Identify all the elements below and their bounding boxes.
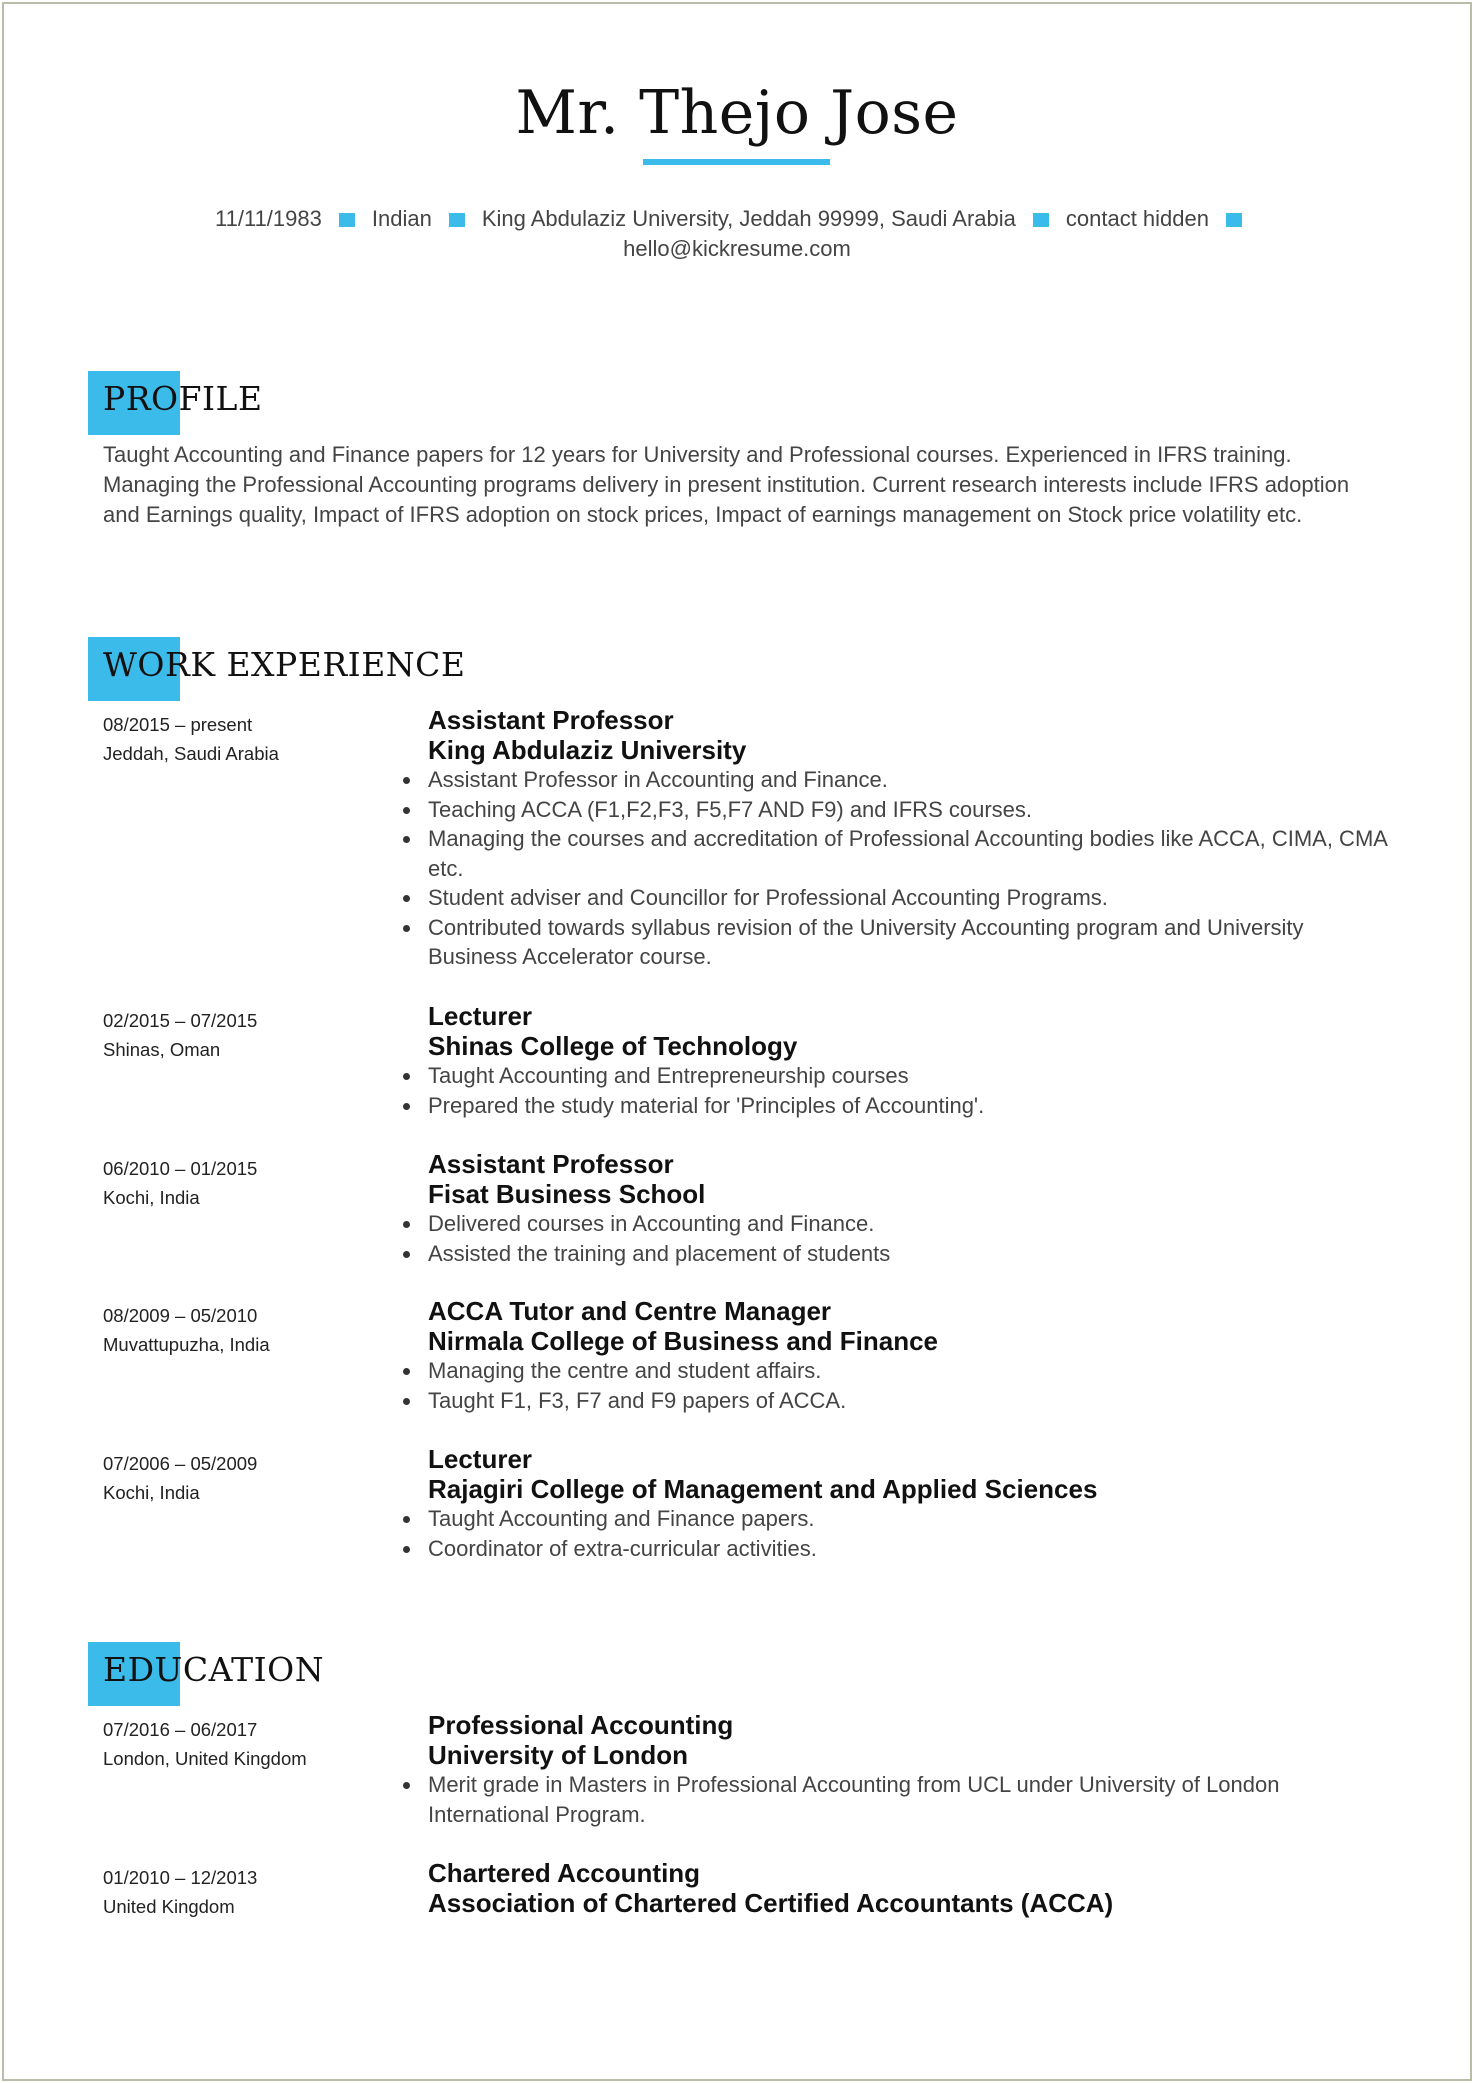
entry-date: 07/2006 – 05/2009 [103, 1453, 258, 1474]
entry-location: Kochi, India [103, 1187, 200, 1208]
address: King Abdulaziz University, Jeddah 99999, Saudi Arabia [481, 206, 1016, 231]
entry-institution: University of London [428, 1740, 688, 1770]
section-title: WORK EXPERIENCE [103, 645, 466, 684]
entry-location: Jeddah, Saudi Arabia [103, 743, 279, 764]
entry-bullets [428, 1061, 1388, 1120]
bullet-item: Assisted the training and placement of students [428, 1239, 1388, 1269]
entry-organization: Fisat Business School [428, 1179, 706, 1209]
entry-date: 06/2010 – 01/2015 [103, 1158, 258, 1179]
education-section-header [88, 1642, 988, 1706]
separator-square [449, 213, 465, 227]
birth-date: 11/11/1983 [215, 206, 322, 231]
entry-date: 08/2009 – 05/2010 [103, 1305, 258, 1326]
work-section-header [88, 637, 988, 701]
bullet-item: Taught Accounting and Entrepreneurship courses [428, 1061, 1388, 1091]
entry-institution: Association of Chartered Certified Accountants (ACCA) [428, 1888, 1114, 1918]
nationality: Indian [371, 206, 432, 231]
bullet-item: Merit grade in Masters in Professional Accounting from UCL under University of London International Program. [428, 1770, 1388, 1829]
bullet-item: Taught F1, F3, F7 and F9 papers of ACCA. [428, 1386, 1388, 1416]
section-title: PROFILE [103, 379, 263, 418]
entry-degree: Chartered Accounting [428, 1858, 701, 1888]
bullet-item: Taught Accounting and Finance papers. [428, 1504, 1388, 1534]
entry-date: 08/2015 – present [103, 714, 253, 735]
entry-organization: Shinas College of Technology [428, 1031, 798, 1061]
entry-location: United Kingdom [103, 1896, 235, 1917]
phone: contact hidden [1065, 206, 1209, 231]
entry-role: Lecturer [428, 1444, 533, 1474]
bullet-item: Managing the courses and accreditation of Professional Accounting bodies like ACCA, CIMA, CMA etc. [428, 824, 1388, 883]
entry-date: 02/2015 – 07/2015 [103, 1010, 258, 1031]
separator-square [1226, 213, 1242, 227]
entry-location: Muvattupuzha, India [103, 1334, 270, 1355]
section-title: EDUCATION [103, 1650, 325, 1689]
entry-date: 07/2016 – 06/2017 [103, 1719, 258, 1740]
profile-text: Taught Accounting and Finance papers for 12 years for University and Professional courses. Experienced in IFRS training. Managing the Professional Accounting programs delivery in present institution. Current research interests include IFRS adoption and Earnings quality, Impact of IFRS adoption on stock prices, Impact of earnings management on Stock price volatility etc. [103, 442, 1350, 527]
entry-bullets [428, 1356, 1388, 1415]
bullet-item: Assistant Professor in Accounting and Finance. [428, 765, 1388, 795]
separator-square [339, 213, 355, 227]
entry-bullets [428, 1209, 1388, 1268]
bullet-item: Contributed towards syllabus revision of the University Accounting program and University Business Accelerator course. [428, 913, 1388, 972]
entry-role: Lecturer [428, 1001, 533, 1031]
name-underline [643, 159, 830, 165]
contact-line [0, 206, 1474, 232]
entry-bullets [428, 765, 1388, 972]
profile-section-header [88, 371, 988, 435]
entry-role: ACCA Tutor and Centre Manager [428, 1296, 832, 1326]
email-link[interactable]: hello@kickresume.com [623, 236, 851, 261]
entry-bullets [428, 1770, 1388, 1829]
candidate-name: Mr. Thejo Jose [515, 78, 959, 148]
bullet-item: Teaching ACCA (F1,F2,F3, F5,F7 AND F9) and IFRS courses. [428, 795, 1388, 825]
entry-location: Shinas, Oman [103, 1039, 221, 1060]
entry-role: Assistant Professor [428, 1149, 674, 1179]
entry-organization: Rajagiri College of Management and Applied Sciences [428, 1474, 1098, 1504]
entry-organization: King Abdulaziz University [428, 735, 747, 765]
entry-role: Assistant Professor [428, 705, 674, 735]
bullet-item: Managing the centre and student affairs. [428, 1356, 1388, 1386]
entry-bullets [428, 1504, 1388, 1563]
entry-organization: Nirmala College of Business and Finance [428, 1326, 939, 1356]
bullet-item: Delivered courses in Accounting and Finance. [428, 1209, 1388, 1239]
separator-square [1033, 213, 1049, 227]
entry-date: 01/2010 – 12/2013 [103, 1867, 258, 1888]
entry-location: London, United Kingdom [103, 1748, 307, 1769]
bullet-item: Coordinator of extra-curricular activities. [428, 1534, 1388, 1564]
bullet-item: Student adviser and Councillor for Professional Accounting Programs. [428, 883, 1388, 913]
bullet-item: Prepared the study material for 'Principles of Accounting'. [428, 1091, 1388, 1121]
entry-location: Kochi, India [103, 1482, 200, 1503]
entry-degree: Professional Accounting [428, 1710, 734, 1740]
